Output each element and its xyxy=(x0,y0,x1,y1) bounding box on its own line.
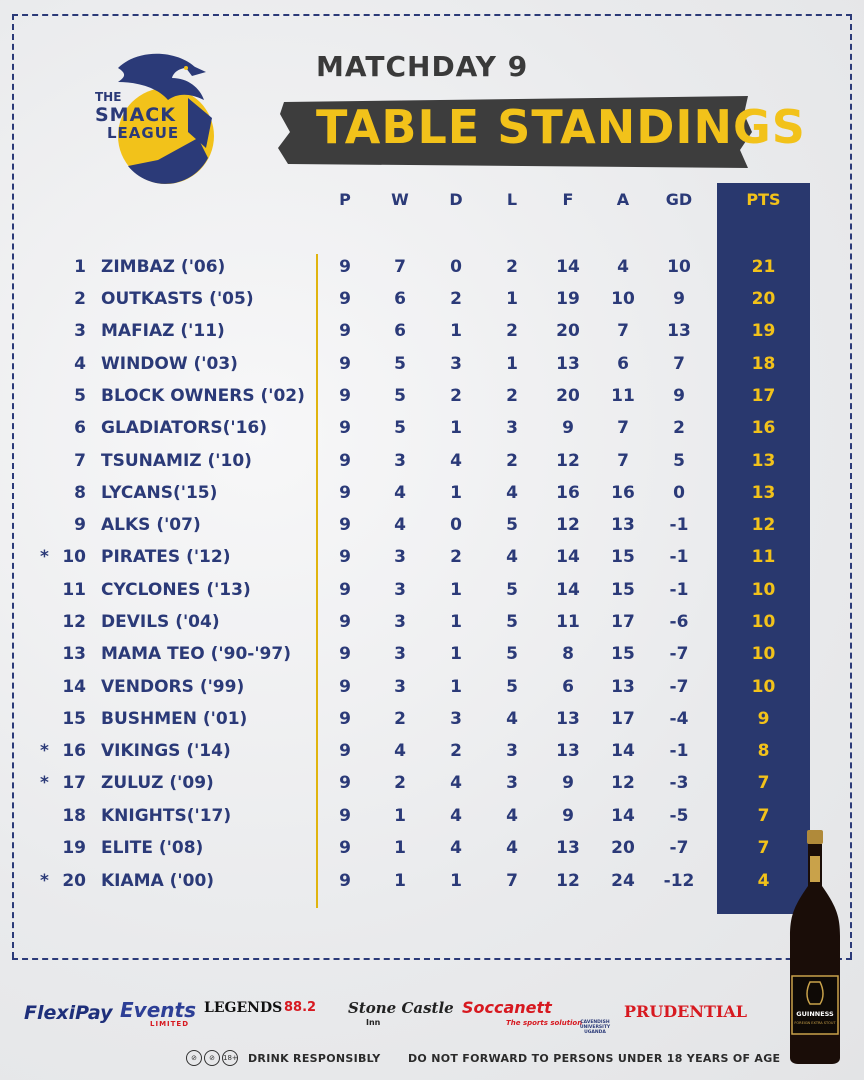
points: 21 xyxy=(751,257,776,277)
goals-against: 13 xyxy=(611,677,635,697)
goals-for: 16 xyxy=(556,483,580,503)
logo-line-2: SMACK xyxy=(95,104,176,126)
logo-line-3: LEAGUE xyxy=(107,124,180,142)
header-points: PTS xyxy=(746,190,781,209)
rank: 14 xyxy=(62,677,86,697)
table-row xyxy=(0,545,864,577)
won: 1 xyxy=(394,806,406,826)
won: 7 xyxy=(394,257,406,277)
lost: 2 xyxy=(506,321,518,341)
rank: 9 xyxy=(74,515,86,535)
table-row xyxy=(0,836,864,868)
logo-line-1: THE xyxy=(95,90,122,104)
rank: 20 xyxy=(62,871,86,891)
table-row xyxy=(0,869,864,901)
played: 9 xyxy=(339,773,351,793)
goals-against: 24 xyxy=(611,871,635,891)
rank: 13 xyxy=(62,644,86,664)
goals-for: 12 xyxy=(556,451,580,471)
won: 3 xyxy=(394,547,406,567)
relegation-marker: * xyxy=(40,773,49,793)
team-name: GLADIATORS('16) xyxy=(101,418,267,438)
table-row xyxy=(0,319,864,351)
rank: 19 xyxy=(62,838,86,858)
goal-difference: 0 xyxy=(673,483,685,503)
won: 2 xyxy=(394,773,406,793)
lost: 4 xyxy=(506,483,518,503)
goals-for: 19 xyxy=(556,289,580,309)
team-name: MAFIAZ ('11) xyxy=(101,321,225,341)
team-name: VENDORS ('99) xyxy=(101,677,245,697)
goal-difference: -1 xyxy=(669,547,689,567)
goal-difference: -3 xyxy=(669,773,689,793)
goals-for: 9 xyxy=(562,418,574,438)
team-name: ZIMBAZ ('06) xyxy=(101,257,226,277)
won: 3 xyxy=(394,451,406,471)
points: 13 xyxy=(751,483,776,503)
goal-difference: -6 xyxy=(669,612,689,632)
played: 9 xyxy=(339,838,351,858)
goal-difference: 9 xyxy=(673,289,685,309)
goal-difference: -4 xyxy=(669,709,689,729)
points: 7 xyxy=(757,838,770,858)
rank: 5 xyxy=(74,386,86,406)
points: 4 xyxy=(757,871,770,891)
goals-for: 13 xyxy=(556,741,580,761)
goals-for: 11 xyxy=(556,612,580,632)
bottle-sub: FOREIGN EXTRA STOUT xyxy=(794,1021,836,1025)
table-row xyxy=(0,610,864,642)
won: 5 xyxy=(394,354,406,374)
points: 11 xyxy=(751,547,776,567)
no-driving-icon: ⊘ xyxy=(186,1050,202,1066)
played: 9 xyxy=(339,354,351,374)
won: 6 xyxy=(394,321,406,341)
team-name: WINDOW ('03) xyxy=(101,354,238,374)
rank: 10 xyxy=(62,547,86,567)
played: 9 xyxy=(339,547,351,567)
points: 13 xyxy=(751,451,776,471)
goals-for: 12 xyxy=(556,871,580,891)
matchday-label: MATCHDAY 9 xyxy=(316,50,529,83)
logo-wordmark xyxy=(95,88,185,142)
played: 9 xyxy=(339,515,351,535)
points: 8 xyxy=(757,741,770,761)
table-row xyxy=(0,255,864,287)
drawn: 1 xyxy=(450,677,462,697)
rank: 15 xyxy=(62,709,86,729)
drawn: 4 xyxy=(450,806,462,826)
lost: 2 xyxy=(506,386,518,406)
goals-for: 13 xyxy=(556,354,580,374)
rank: 12 xyxy=(62,612,86,632)
header-goal-difference: GD xyxy=(665,190,693,209)
no-pregnancy-icon: ⊘ xyxy=(204,1050,220,1066)
points: 7 xyxy=(757,773,770,793)
goals-against: 4 xyxy=(617,257,629,277)
sponsor-radio: 88.2 xyxy=(284,1000,317,1015)
points: 19 xyxy=(751,321,776,341)
won: 4 xyxy=(394,483,406,503)
points: 17 xyxy=(751,386,776,406)
goal-difference: 9 xyxy=(673,386,685,406)
won: 6 xyxy=(394,289,406,309)
won: 5 xyxy=(394,418,406,438)
drawn: 1 xyxy=(450,321,462,341)
table-row xyxy=(0,771,864,803)
goal-difference: -5 xyxy=(669,806,689,826)
goals-for: 14 xyxy=(556,257,580,277)
points: 10 xyxy=(751,677,776,697)
table-row xyxy=(0,513,864,545)
lost: 4 xyxy=(506,838,518,858)
played: 9 xyxy=(339,418,351,438)
points: 9 xyxy=(757,709,770,729)
team-name: BLOCK OWNERS ('02) xyxy=(101,386,305,406)
goals-against: 7 xyxy=(617,321,629,341)
won: 1 xyxy=(394,871,406,891)
goal-difference: -7 xyxy=(669,838,689,858)
played: 9 xyxy=(339,644,351,664)
won: 4 xyxy=(394,741,406,761)
goals-against: 17 xyxy=(611,612,635,632)
goals-against: 14 xyxy=(611,741,635,761)
bottle-brand: GUINNESS xyxy=(796,1010,834,1018)
goals-against: 15 xyxy=(611,580,635,600)
goals-against: 14 xyxy=(611,806,635,826)
won: 3 xyxy=(394,644,406,664)
table-row xyxy=(0,804,864,836)
won: 1 xyxy=(394,838,406,858)
goals-for: 9 xyxy=(562,806,574,826)
drawn: 1 xyxy=(450,418,462,438)
played: 9 xyxy=(339,806,351,826)
frame-top-border xyxy=(12,14,852,16)
played: 9 xyxy=(339,483,351,503)
goals-against: 7 xyxy=(617,418,629,438)
relegation-marker: * xyxy=(40,741,49,761)
lost: 1 xyxy=(506,354,518,374)
rank: 3 xyxy=(74,321,86,341)
rank: 18 xyxy=(62,806,86,826)
lost: 1 xyxy=(506,289,518,309)
table-row xyxy=(0,642,864,674)
team-name: CYCLONES ('13) xyxy=(101,580,251,600)
goal-difference: -12 xyxy=(663,871,695,891)
goals-against: 20 xyxy=(611,838,635,858)
lost: 5 xyxy=(506,515,518,535)
table-row xyxy=(0,449,864,481)
table-row xyxy=(0,352,864,384)
drawn: 2 xyxy=(450,741,462,761)
goals-against: 10 xyxy=(611,289,635,309)
drawn: 0 xyxy=(450,257,462,277)
sponsor-stone-castle-name: Stone Castle xyxy=(348,999,454,1017)
drawn: 3 xyxy=(450,709,462,729)
age-warning-text: DO NOT FORWARD TO PERSONS UNDER 18 YEARS OF AGE xyxy=(408,1052,781,1065)
played: 9 xyxy=(339,871,351,891)
rank: 17 xyxy=(62,773,86,793)
sponsor-soccanett xyxy=(462,998,583,1027)
goal-difference: 2 xyxy=(673,418,685,438)
goals-against: 15 xyxy=(611,547,635,567)
goal-difference: -1 xyxy=(669,741,689,761)
lost: 3 xyxy=(506,741,518,761)
team-name: PIRATES ('12) xyxy=(101,547,231,567)
goals-against: 11 xyxy=(611,386,635,406)
goal-difference: 13 xyxy=(667,321,691,341)
points: 16 xyxy=(751,418,776,438)
goals-against: 16 xyxy=(611,483,635,503)
won: 3 xyxy=(394,612,406,632)
header-drawn: D xyxy=(449,190,463,209)
header-played: P xyxy=(339,190,351,209)
relegation-marker: * xyxy=(40,871,49,891)
drawn: 4 xyxy=(450,451,462,471)
goals-for: 14 xyxy=(556,547,580,567)
team-name: VIKINGS ('14) xyxy=(101,741,231,761)
sponsor-events xyxy=(120,998,196,1028)
points: 20 xyxy=(751,289,776,309)
lost: 2 xyxy=(506,451,518,471)
drawn: 1 xyxy=(450,612,462,632)
lost: 4 xyxy=(506,806,518,826)
played: 9 xyxy=(339,612,351,632)
sponsor-stone-castle-sub: Inn xyxy=(366,1018,381,1027)
goal-difference: -7 xyxy=(669,677,689,697)
lost: 3 xyxy=(506,418,518,438)
goals-against: 12 xyxy=(611,773,635,793)
lost: 4 xyxy=(506,709,518,729)
played: 9 xyxy=(339,257,351,277)
points: 7 xyxy=(757,806,770,826)
team-name: KNIGHTS('17) xyxy=(101,806,232,826)
header-won: W xyxy=(391,190,409,209)
won: 3 xyxy=(394,580,406,600)
sponsor-prudential: PRUDENTIAL xyxy=(624,1002,748,1021)
page-title: TABLE STANDINGS xyxy=(316,100,806,154)
goals-against: 13 xyxy=(611,515,635,535)
rank: 16 xyxy=(62,741,86,761)
goals-for: 20 xyxy=(556,321,580,341)
team-name: KIAMA ('00) xyxy=(101,871,215,891)
drawn: 2 xyxy=(450,547,462,567)
won: 4 xyxy=(394,515,406,535)
goals-against: 15 xyxy=(611,644,635,664)
won: 3 xyxy=(394,677,406,697)
goals-against: 6 xyxy=(617,354,629,374)
drawn: 1 xyxy=(450,644,462,664)
sponsor-flexipay: FlexiPay xyxy=(24,1002,113,1024)
relegation-marker: * xyxy=(40,547,49,567)
lost: 5 xyxy=(506,612,518,632)
goal-difference: 10 xyxy=(667,257,691,277)
table-row xyxy=(0,481,864,513)
goals-for: 6 xyxy=(562,677,574,697)
team-name: TSUNAMIZ ('10) xyxy=(101,451,252,471)
drink-responsibly-text: DRINK RESPONSIBLY xyxy=(248,1052,381,1065)
won: 2 xyxy=(394,709,406,729)
lost: 5 xyxy=(506,580,518,600)
drawn: 3 xyxy=(450,354,462,374)
drawn: 0 xyxy=(450,515,462,535)
played: 9 xyxy=(339,321,351,341)
team-name: DEVILS ('04) xyxy=(101,612,220,632)
goal-difference: 7 xyxy=(673,354,685,374)
header-against: A xyxy=(616,190,630,209)
points: 10 xyxy=(751,612,776,632)
drawn: 4 xyxy=(450,838,462,858)
goals-against: 17 xyxy=(611,709,635,729)
won: 5 xyxy=(394,386,406,406)
rank: 1 xyxy=(74,257,86,277)
goals-for: 14 xyxy=(556,580,580,600)
points: 12 xyxy=(751,515,776,535)
goal-difference: -1 xyxy=(669,580,689,600)
table-row xyxy=(0,416,864,448)
drawn: 4 xyxy=(450,773,462,793)
goals-for: 12 xyxy=(556,515,580,535)
sponsor-events-sub: LIMITED xyxy=(150,1020,190,1028)
header-for: F xyxy=(562,190,574,209)
lost: 3 xyxy=(506,773,518,793)
drawn: 1 xyxy=(450,580,462,600)
table-row xyxy=(0,384,864,416)
points: 10 xyxy=(751,580,776,600)
played: 9 xyxy=(339,580,351,600)
rank: 4 xyxy=(74,354,86,374)
lost: 5 xyxy=(506,644,518,664)
drawn: 2 xyxy=(450,386,462,406)
played: 9 xyxy=(339,677,351,697)
points: 18 xyxy=(751,354,776,374)
table-row xyxy=(0,739,864,771)
team-name: MAMA TEO ('90-'97) xyxy=(101,644,291,664)
frame-bottom-border xyxy=(12,958,852,960)
sponsor-legends: LEGENDS xyxy=(204,1000,283,1016)
age-restriction-icon: 18+ xyxy=(222,1050,238,1066)
goals-for: 20 xyxy=(556,386,580,406)
goals-for: 9 xyxy=(562,773,574,793)
team-name: ELITE ('08) xyxy=(101,838,204,858)
team-name: LYCANS('15) xyxy=(101,483,218,503)
lost: 2 xyxy=(506,257,518,277)
rank: 2 xyxy=(74,289,86,309)
rank: 11 xyxy=(62,580,86,600)
sponsor-stone-castle xyxy=(348,998,454,1027)
lost: 5 xyxy=(506,677,518,697)
team-name: OUTKASTS ('05) xyxy=(101,289,254,309)
goal-difference: -1 xyxy=(669,515,689,535)
rank: 8 xyxy=(74,483,86,503)
table-row xyxy=(0,578,864,610)
guinness-bottle-image xyxy=(780,826,850,1066)
team-name: ZULUZ ('09) xyxy=(101,773,214,793)
goal-difference: -7 xyxy=(669,644,689,664)
sponsor-events-name: Events xyxy=(120,998,196,1022)
goals-for: 13 xyxy=(556,709,580,729)
sponsor-soccanett-name: Soccanett xyxy=(462,998,552,1017)
drawn: 1 xyxy=(450,871,462,891)
goals-against: 7 xyxy=(617,451,629,471)
sponsor-soccanett-sub: The sports solution xyxy=(506,1019,583,1027)
table-row xyxy=(0,287,864,319)
lost: 4 xyxy=(506,547,518,567)
played: 9 xyxy=(339,451,351,471)
rank: 6 xyxy=(74,418,86,438)
sponsor-cavendish: CAVENDISH UNIVERSITY UGANDA xyxy=(579,1020,611,1035)
rank: 7 xyxy=(74,451,86,471)
played: 9 xyxy=(339,741,351,761)
played: 9 xyxy=(339,289,351,309)
drawn: 2 xyxy=(450,289,462,309)
team-name: BUSHMEN ('01) xyxy=(101,709,248,729)
header-lost: L xyxy=(506,190,518,209)
points: 10 xyxy=(751,644,776,664)
table-row xyxy=(0,675,864,707)
played: 9 xyxy=(339,386,351,406)
goals-for: 13 xyxy=(556,838,580,858)
sponsor-strip xyxy=(20,996,750,1036)
lost: 7 xyxy=(506,871,518,891)
goal-difference: 5 xyxy=(673,451,685,471)
played: 9 xyxy=(339,709,351,729)
team-name: ALKS ('07) xyxy=(101,515,201,535)
table-row xyxy=(0,707,864,739)
goals-for: 8 xyxy=(562,644,574,664)
drawn: 1 xyxy=(450,483,462,503)
